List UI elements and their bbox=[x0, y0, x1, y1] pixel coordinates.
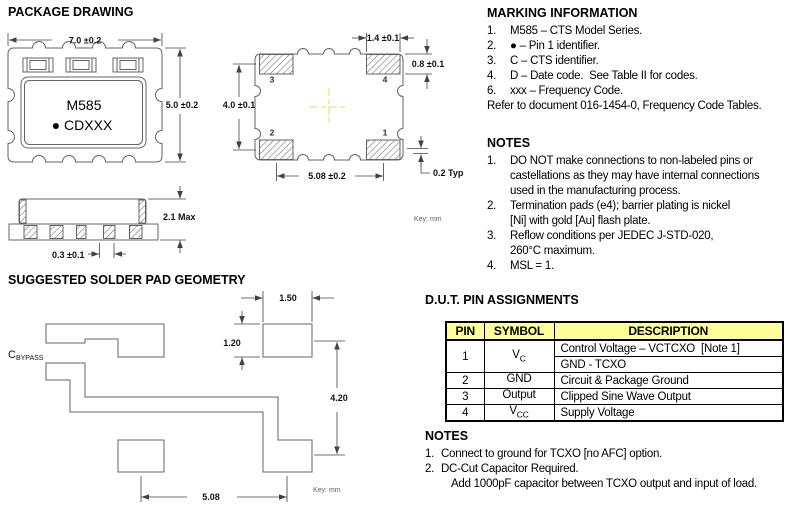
table-header-row bbox=[446, 322, 783, 340]
symbol-cell: $V_C$ bbox=[484, 340, 554, 373]
dim-0-3-label: 0.3 ±0.1 bbox=[52, 250, 85, 260]
pad-1-label: 1 bbox=[382, 127, 388, 138]
package-top-view bbox=[8, 33, 198, 162]
dim-5-08 bbox=[141, 476, 287, 502]
description-cell: Circuit & Package Ground bbox=[554, 373, 783, 389]
note-item bbox=[425, 462, 795, 477]
pad-2-label: 2 bbox=[269, 127, 275, 138]
table-row bbox=[446, 373, 783, 389]
item-number: 1. bbox=[425, 448, 435, 460]
note-item bbox=[425, 447, 795, 462]
pad-1 bbox=[367, 140, 401, 160]
package-code-text: ● CDXXX bbox=[51, 117, 113, 133]
dim-4-20-label: 4.20 bbox=[330, 393, 348, 403]
dim-height-4-0 bbox=[223, 64, 256, 150]
note-item bbox=[487, 199, 797, 229]
package-drawing-title: PACKAGE DRAWING bbox=[8, 5, 134, 19]
pin-cell: 2 bbox=[446, 373, 484, 389]
side-lid bbox=[19, 199, 146, 224]
dim-height-label: 5.0 ±0.2 bbox=[165, 100, 199, 110]
marking-title: MARKING INFORMATION bbox=[487, 6, 638, 20]
pad-bottom-left bbox=[118, 440, 164, 472]
lid-seal-pads bbox=[23, 58, 143, 72]
pad-3 bbox=[260, 55, 294, 75]
item-number: 2. bbox=[487, 40, 497, 52]
note-item bbox=[487, 154, 797, 199]
dim-pad-width-1-4 bbox=[352, 33, 414, 52]
pad-4 bbox=[367, 55, 401, 75]
item-text: Termination pads (e4); barrier plating is nickel [Ni] with gold [Au] flash plate. bbox=[510, 200, 731, 227]
item-number: 2. bbox=[487, 200, 497, 212]
col-header-symbol: SYMBOL bbox=[484, 322, 554, 340]
pad-4-label: 4 bbox=[382, 74, 388, 85]
item-text: MSL = 1. bbox=[510, 260, 554, 272]
marking-item bbox=[487, 39, 795, 54]
item-text: D – Date code. See Table II for codes. bbox=[510, 70, 698, 82]
marking-item bbox=[487, 54, 795, 69]
dim-1-50 bbox=[241, 291, 334, 322]
dim-pad-height-label: 0.8 ±0.1 bbox=[411, 59, 445, 69]
pad-3-label: 3 bbox=[269, 74, 275, 85]
note-extra-line: Add 1000pF capacitor between TCXO output and input of load. bbox=[451, 478, 757, 490]
item-text: M585 – CTS Model Series. bbox=[510, 25, 643, 37]
item-text: Reflow conditions per JEDEC J-STD-020, 260°C maximum. bbox=[510, 230, 714, 257]
item-text: C – CTS identifier. bbox=[510, 55, 599, 67]
item-number: 4. bbox=[487, 70, 497, 82]
table-row bbox=[446, 405, 783, 422]
dim-2-1-max bbox=[148, 186, 196, 253]
item-number: 2. bbox=[425, 463, 435, 475]
note-item bbox=[487, 229, 797, 259]
dim-height-5-0 bbox=[165, 48, 198, 162]
dim-pad-width-label: 1.4 ±0.1 bbox=[366, 33, 400, 43]
note-item bbox=[487, 259, 797, 274]
description-cell: Control Voltage – VCTCXO [Note 1] bbox=[554, 340, 783, 357]
dim-5-08-label: 5.08 bbox=[202, 492, 220, 502]
pin-assignment-table bbox=[445, 321, 784, 422]
table-row bbox=[446, 389, 783, 405]
item-number: 4. bbox=[487, 260, 497, 272]
item-number: 3. bbox=[487, 55, 497, 67]
dim-0-3 bbox=[52, 243, 126, 260]
notes-section bbox=[487, 136, 797, 274]
package-bottom-view bbox=[223, 33, 464, 223]
dim-1-20-label: 1.20 bbox=[223, 338, 241, 348]
item-text: DO NOT make connections to non-labeled pins or castellations as they may have internal connections used in the manufacturing process. bbox=[510, 155, 760, 197]
pin-cell: 3 bbox=[446, 389, 484, 405]
item-number: 1. bbox=[487, 25, 497, 37]
item-text: DC-Cut Capacitor Required. bbox=[441, 463, 579, 475]
dim-1-50-label: 1.50 bbox=[279, 293, 297, 303]
description-cell: Clipped Sine Wave Output bbox=[554, 389, 783, 405]
item-text: Connect to ground for TCXO [no AFC] option. bbox=[441, 448, 663, 460]
dim-pad-height-0-8 bbox=[405, 39, 444, 89]
dim-width-7-0 bbox=[8, 33, 162, 46]
key-mm-label-1: Key: mm bbox=[414, 216, 442, 223]
notes-title: NOTES bbox=[487, 136, 531, 150]
marking-item bbox=[487, 69, 795, 84]
marking-footer: Refer to document 016-1454-0, Frequency Code Tables. bbox=[487, 100, 762, 112]
pad-2 bbox=[260, 140, 294, 160]
pin-cell: 1 bbox=[446, 340, 484, 373]
package-model-text: M585 bbox=[66, 97, 102, 113]
dim-1-20 bbox=[223, 311, 260, 370]
symbol-cell: $V_{CC}$ bbox=[484, 405, 554, 422]
col-header-pin: PIN bbox=[446, 322, 484, 340]
package-side-view bbox=[9, 186, 196, 260]
cbypass-label: CBYPASS bbox=[8, 349, 44, 362]
pad-trace-shape bbox=[46, 363, 312, 472]
item-text: ● – Pin 1 identifier. bbox=[510, 40, 600, 52]
bottom-notes-section bbox=[425, 429, 795, 492]
symbol-cell: GND bbox=[484, 373, 554, 389]
item-text: xxx – Frequency Code. bbox=[510, 85, 624, 97]
marking-information-section bbox=[487, 6, 795, 114]
dim-0-2-typ bbox=[407, 136, 464, 178]
dim-2-1-max-label: 2.1 Max bbox=[163, 212, 196, 222]
col-header-description: DESCRIPTION bbox=[554, 322, 783, 340]
dim-0-2-typ-label: 0.2 Typ bbox=[433, 168, 464, 178]
description-cell: GND - TCXO bbox=[554, 357, 783, 373]
item-number: 1. bbox=[487, 155, 497, 167]
pad-shape-top-left bbox=[46, 324, 164, 357]
bottom-notes-title: NOTES bbox=[425, 429, 469, 443]
pin-cell: 4 bbox=[446, 405, 484, 422]
dim-span-label: 5.08 ±0.2 bbox=[308, 171, 346, 181]
table-row bbox=[446, 340, 783, 357]
dim-width-label: 7.0 ±0.2 bbox=[68, 35, 102, 46]
marking-item bbox=[487, 24, 795, 39]
solder-pad-title: SUGGESTED SOLDER PAD GEOMETRY bbox=[8, 273, 246, 287]
item-number: 6. bbox=[487, 85, 497, 97]
item-number: 3. bbox=[487, 230, 497, 242]
dim-span-5-08 bbox=[277, 163, 384, 181]
solder-pad-drawing bbox=[8, 291, 348, 502]
pad-top-right bbox=[263, 324, 312, 357]
description-cell: Supply Voltage bbox=[554, 405, 783, 422]
dim-height-4-0-label: 4.0 ±0.1 bbox=[222, 100, 256, 110]
symbol-cell: Output bbox=[484, 389, 554, 405]
dim-4-20 bbox=[314, 341, 348, 455]
marking-item bbox=[487, 84, 795, 99]
key-mm-label-2: Key: mm bbox=[313, 487, 341, 494]
pin-assignments-title: D.U.T. PIN ASSIGNMENTS bbox=[425, 293, 579, 307]
